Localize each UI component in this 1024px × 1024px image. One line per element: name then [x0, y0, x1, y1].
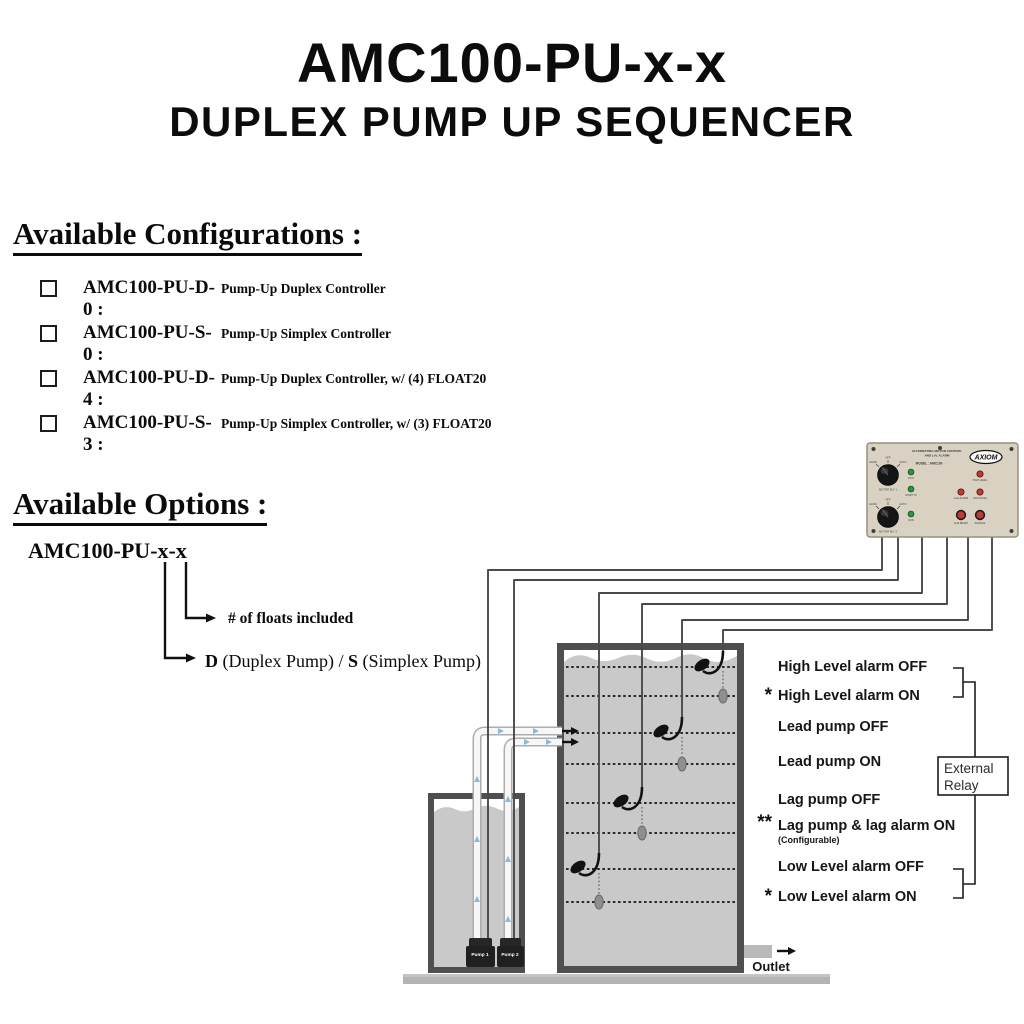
option-floats-label: # of floats included — [228, 610, 354, 627]
config-model: AMC100-PU-S-3 : — [83, 412, 212, 455]
config-description: Pump-Up Simplex Controller, w/ (3) FLOAT20 — [221, 416, 492, 431]
external-relay-label — [944, 760, 994, 794]
page-subtitle: DUPLEX PUMP UP SEQUENCER — [169, 98, 855, 145]
level-label-lag-on — [778, 817, 955, 845]
high-float-ghost — [719, 689, 727, 703]
knob-position-hand: HAND — [869, 503, 877, 506]
pump2-label: Pump 2 — [501, 953, 519, 958]
knob-position-off: OFF — [885, 456, 891, 460]
silence-label: SILENCE — [974, 522, 986, 525]
config-model: AMC100-PU-D-4 : — [83, 367, 215, 410]
config-description: Pump-Up Duplex Controller — [221, 281, 386, 296]
level-label-low-on: Low Level alarm ON — [778, 889, 917, 905]
main-tank — [557, 643, 744, 973]
configurations-heading: Available Configurations : — [13, 216, 362, 256]
motor2-run-label: RUN — [908, 519, 914, 522]
level-label-lag-off: Lag pump OFF — [778, 792, 881, 808]
high-float-cable — [723, 537, 992, 651]
lag-float-ghost — [638, 826, 646, 840]
brand-logo-text: AXIOM — [974, 454, 998, 462]
page-title: AMC100-PU-x-x — [297, 31, 727, 94]
ground-highlight — [403, 974, 830, 977]
knob-position-auto: AUTO — [899, 461, 907, 464]
config-model: AMC100-PU-D-0 : — [83, 277, 215, 320]
alarm-reset-label: ALM RESET — [953, 522, 969, 525]
aux-led-label: START TK — [905, 494, 917, 497]
panel-title-line1: ALTERNATING MOTOR CONTROL — [911, 449, 963, 453]
low-level-led-label: LOW LEVEL — [972, 497, 988, 500]
alarm-reset-button[interactable] — [957, 511, 966, 520]
outlet-arrow-icon — [777, 947, 796, 955]
low-level-led — [977, 489, 983, 495]
high-level-led — [977, 471, 983, 477]
outlet-pipe — [744, 945, 772, 958]
options-model-code: AMC100-PU-x-x — [28, 538, 187, 563]
option-simplex-code: S — [348, 651, 359, 671]
float-label-stars: * — [764, 886, 772, 907]
float-label-stars: ** — [757, 812, 772, 833]
motor2-knob-label: MOTOR RLY 2 — [879, 530, 897, 534]
external-relay-line2: Relay — [944, 778, 979, 793]
panel-title-line2: AND LVL ALARM — [924, 453, 950, 458]
float-label-stars: * — [764, 685, 772, 706]
motor1-run-label: RUN — [908, 477, 914, 480]
relay-feed-bottom — [963, 795, 975, 884]
level-label-high-off: High Level alarm OFF — [778, 659, 928, 675]
knob-position-hand: HAND — [869, 461, 877, 464]
panel-model: MODEL : AMC100 — [915, 461, 943, 466]
level-label-lag-on-text: Lag pump & lag alarm ON — [778, 818, 956, 834]
outlet-label: Outlet — [752, 959, 790, 974]
level-label-configurable-note: (Configurable) — [778, 835, 840, 845]
option-duplex-text: (Duplex Pump) / — [218, 651, 348, 671]
level-label-lead-on: Lead pump ON — [778, 754, 882, 770]
config-description: Pump-Up Duplex Controller, w/ (4) FLOAT20 — [221, 371, 487, 386]
config-model: AMC100-PU-S-0 : — [83, 322, 212, 365]
pump1-label: Pump 1 — [471, 953, 489, 958]
lead-float-ghost — [678, 757, 686, 771]
knob-position-off: OFF — [885, 498, 891, 502]
relay-feed-top — [963, 682, 975, 757]
lag-alarm-led-label: LAG ALARM — [953, 497, 969, 500]
low-float-ghost — [595, 895, 603, 909]
motor1-run-led — [908, 469, 914, 475]
controller-panel — [867, 443, 1018, 537]
option-duplex-code: D — [205, 651, 218, 671]
level-label-low-off: Low Level alarm OFF — [778, 859, 924, 875]
knob-position-auto: AUTO — [899, 503, 907, 506]
high-alarm-bracket — [953, 668, 963, 697]
external-relay-line1: External — [944, 761, 994, 776]
low-alarm-bracket — [953, 869, 963, 898]
motor1-knob-label: MOTOR RLY 1 — [879, 488, 897, 492]
level-label-lead-off: Lead pump OFF — [778, 719, 889, 735]
silence-button[interactable] — [976, 511, 985, 520]
options-heading: Available Options : — [13, 486, 267, 526]
aux-led — [908, 486, 914, 492]
option-simplex-text: (Simplex Pump) — [358, 651, 482, 671]
level-label-high-on: High Level alarm ON — [778, 688, 920, 704]
lag-alarm-led — [958, 489, 964, 495]
main-tank-water — [564, 654, 737, 966]
motor2-run-led — [908, 511, 914, 517]
config-description: Pump-Up Simplex Controller — [221, 326, 392, 341]
high-level-led-label: HIGH LEVEL — [972, 479, 988, 482]
